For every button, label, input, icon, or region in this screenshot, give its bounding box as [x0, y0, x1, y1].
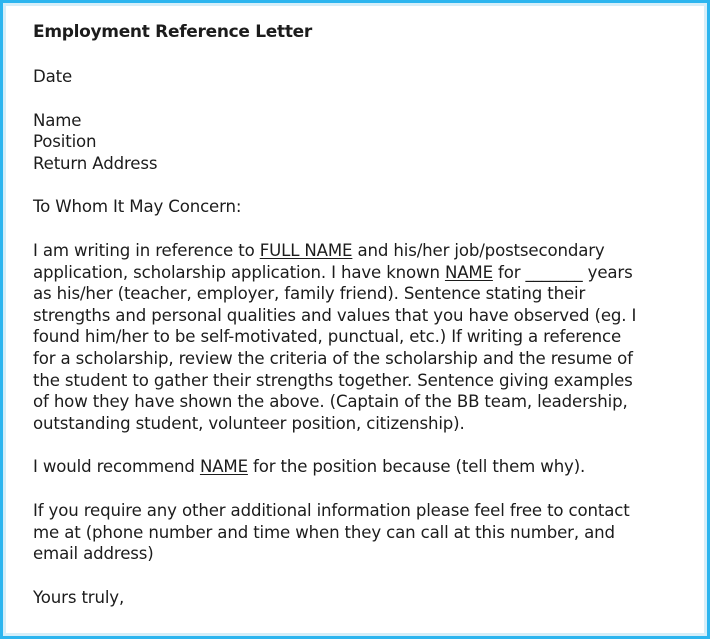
paragraph-1-line: outstanding student, volunteer position, citizenship).	[33, 413, 465, 433]
text-segment: for the position because (tell them why).	[247, 457, 586, 477]
paragraph-3	[33, 500, 693, 565]
recipient-block	[33, 110, 693, 175]
full-name-placeholder: FULL NAME	[259, 240, 353, 260]
paragraph-2-line	[33, 456, 693, 478]
recipient-return-address: Return Address	[33, 153, 158, 173]
text-segment: I am writing in reference to	[33, 240, 260, 260]
salutation-block	[33, 196, 693, 218]
paragraph-1-line: strengths and personal qualities and values that you have observed (eg. I	[33, 305, 637, 325]
paragraph-3-line: If you require any other additional information please feel free to contact	[33, 500, 630, 520]
paragraph-1-line: for a scholarship, review the criteria of the scholarship and the resume of	[33, 348, 633, 368]
paragraph-1	[33, 240, 693, 434]
text-segment: for _______ years	[492, 262, 633, 282]
text-segment: and his/her job/postsecondary	[352, 240, 605, 260]
paragraph-2	[33, 456, 693, 478]
text-segment: I would recommend	[33, 457, 200, 477]
letter-title: Employment Reference Letter	[33, 22, 312, 42]
paragraph-1-line: the student to gather their strengths together. Sentence giving examples	[33, 370, 633, 390]
paragraph-1-line: as his/her (teacher, employer, family friend). Sentence stating their	[33, 284, 586, 304]
closing-block	[33, 587, 693, 609]
paragraph-1-line	[33, 262, 693, 284]
date-block	[33, 66, 693, 88]
paragraph-3-line: email address)	[33, 544, 154, 564]
name-placeholder: NAME	[444, 262, 493, 282]
date-label: Date	[33, 67, 73, 86]
paragraph-3-line: me at (phone number and time when they can call at this number, and	[33, 522, 615, 542]
paragraph-1-line: found him/her to be self-motivated, punctual, etc.) If writing a reference	[33, 327, 622, 347]
paragraph-1-line	[33, 240, 693, 262]
recipient-position: Position	[33, 132, 97, 152]
salutation: To Whom It May Concern:	[33, 197, 242, 217]
paragraph-1-line: of how they have shown the above. (Captain of the BB team, leadership,	[33, 392, 628, 412]
closing: Yours truly,	[33, 587, 125, 607]
letter-body	[33, 20, 693, 630]
name-placeholder: NAME	[199, 457, 248, 477]
text-segment: application, scholarship application. I have known	[33, 262, 445, 282]
recipient-name: Name	[33, 110, 82, 130]
